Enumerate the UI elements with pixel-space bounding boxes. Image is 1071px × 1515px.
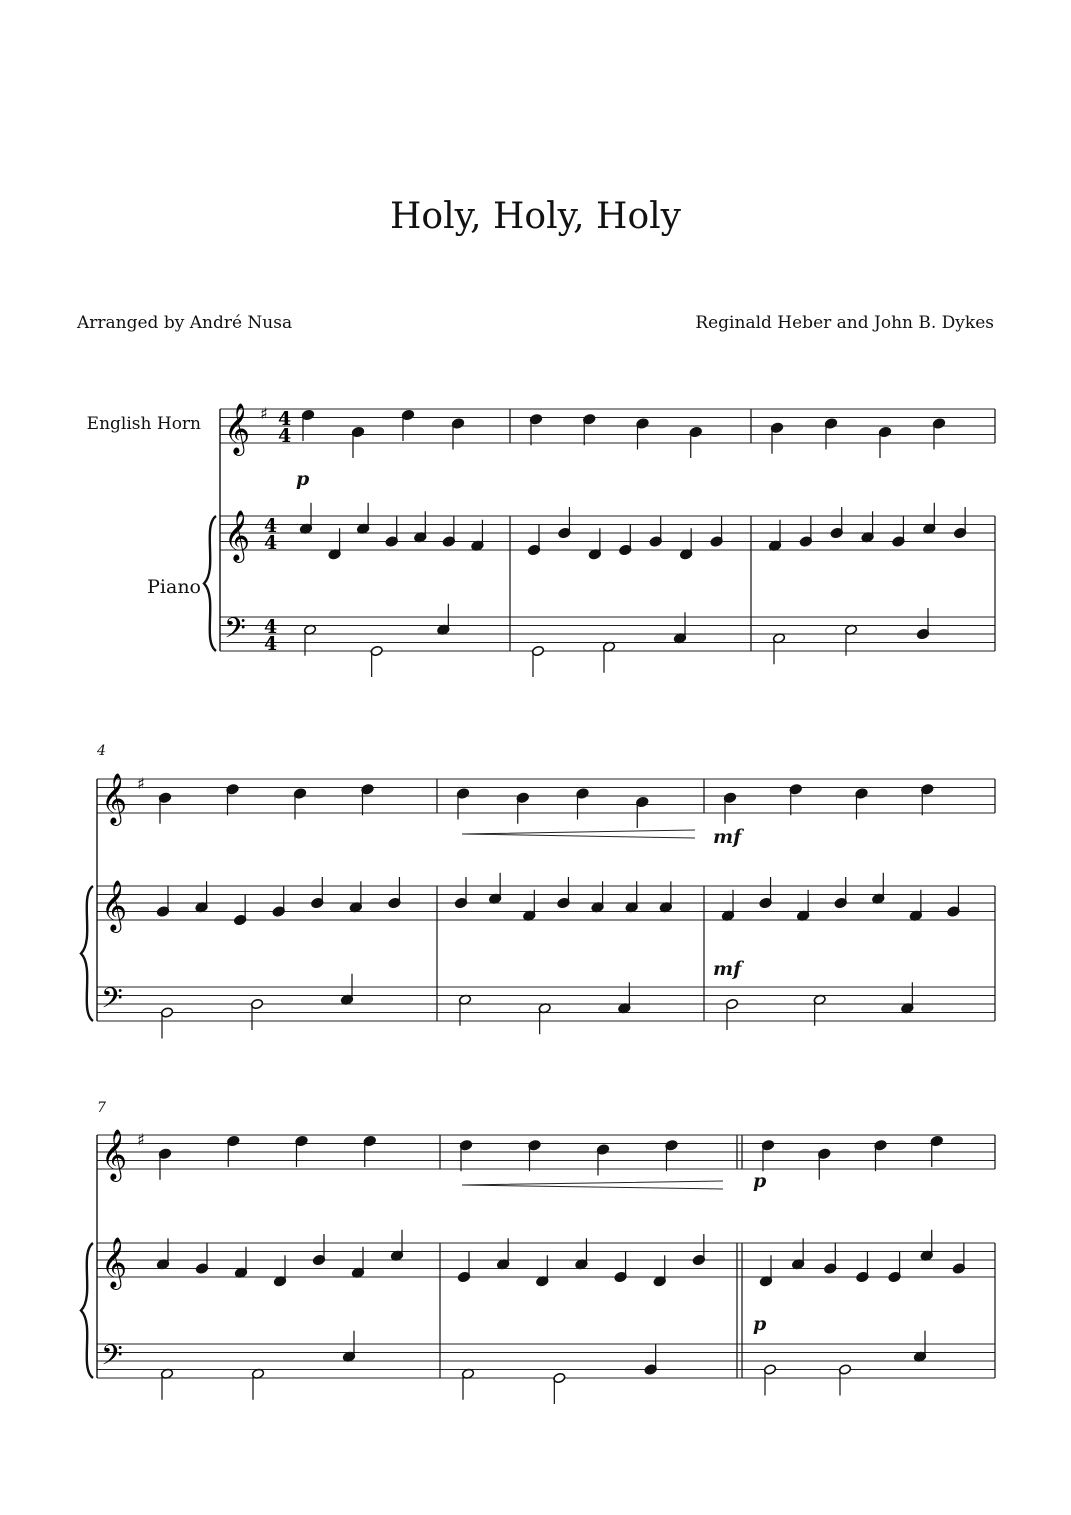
treble-clef-icon: 𝄞 (224, 403, 251, 454)
dynamic-p-piano: p (753, 1313, 767, 1335)
measure-number-7: 7 (97, 1100, 106, 1116)
dynamic-mf-piano: mf (713, 958, 742, 980)
treble-clef-icon: 𝄞 (101, 880, 128, 931)
treble-clef-icon: 𝄞 (101, 773, 128, 824)
time-signature-denominator: 4 (264, 532, 278, 554)
treble-clef-icon: 𝄞 (101, 1129, 128, 1180)
crescendo-hairpin (462, 1181, 723, 1189)
instrument-label-english-horn: English Horn (86, 414, 201, 434)
bass-clef-icon: 𝄢 (101, 1339, 123, 1379)
time-signature-numerator: 4 (264, 515, 278, 537)
piano-brace (81, 1243, 93, 1378)
arranger-credit: Arranged by André Nusa (77, 313, 293, 333)
piano-brace (204, 516, 216, 651)
score-title: Holy, Holy, Holy (390, 196, 681, 237)
dynamic-p-english-horn-2: p (753, 1170, 767, 1192)
key-signature-sharp-icon: ♯ (137, 1130, 145, 1149)
key-signature-sharp-icon: ♯ (137, 774, 145, 793)
time-signature-numerator: 4 (278, 408, 292, 430)
bass-clef-icon: 𝄢 (224, 612, 246, 652)
time-signature-numerator: 4 (264, 616, 278, 638)
treble-clef-icon: 𝄞 (224, 510, 251, 561)
piano-brace (81, 886, 93, 1021)
measure-number-4: 4 (97, 743, 106, 759)
time-signature-denominator: 4 (264, 633, 278, 655)
composer-credit: Reginald Heber and John B. Dykes (695, 313, 994, 333)
crescendo-hairpin (462, 830, 695, 838)
time-signature-denominator: 4 (278, 425, 292, 447)
treble-clef-icon: 𝄞 (101, 1237, 128, 1288)
key-signature-sharp-icon: ♯ (260, 404, 268, 423)
instrument-label-piano: Piano (147, 576, 201, 598)
dynamic-p-english-horn: p (296, 468, 310, 490)
bass-clef-icon: 𝄢 (101, 982, 123, 1022)
dynamic-mf-english-horn: mf (713, 826, 742, 848)
